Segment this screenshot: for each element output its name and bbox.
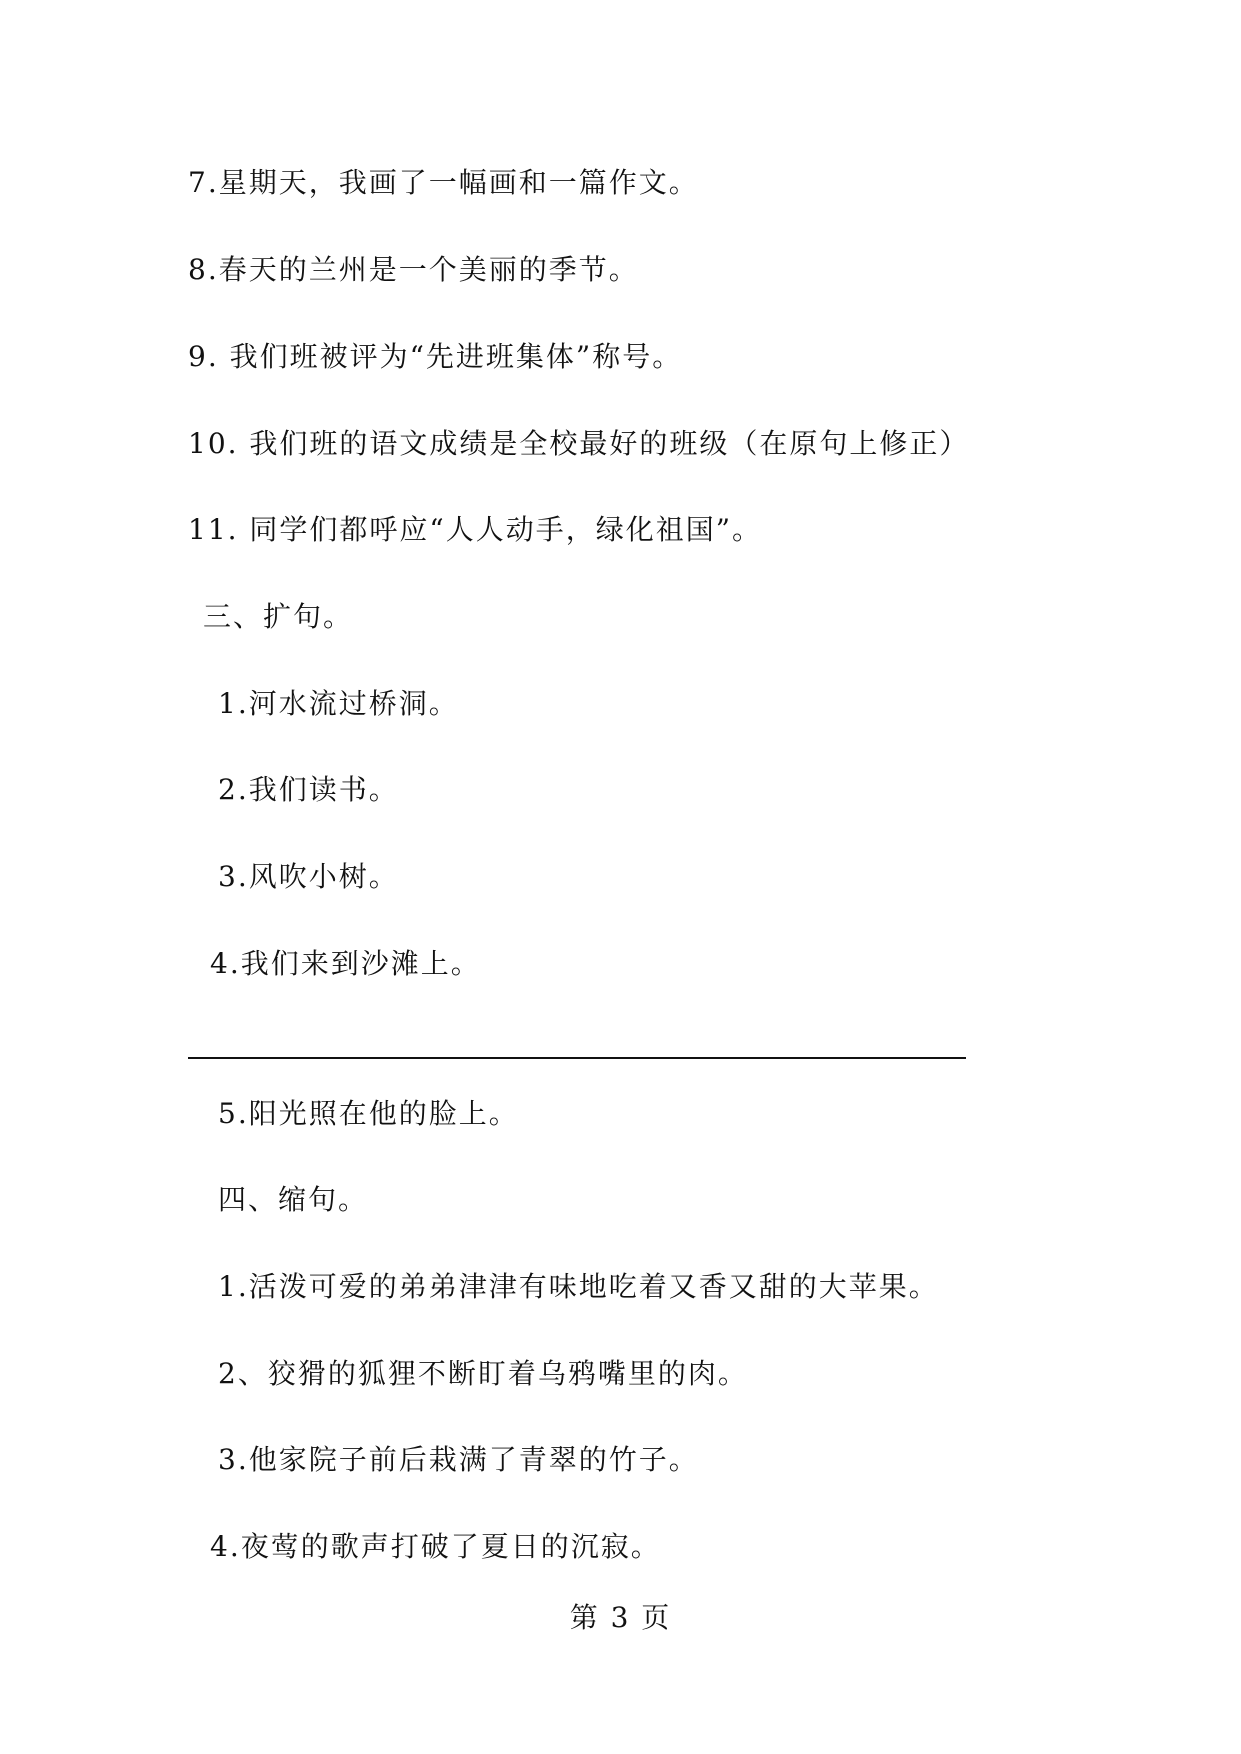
exercise-item-8: 8.春天的兰州是一个美丽的季节。: [188, 253, 639, 286]
expand-item-1: 1.河水流过桥洞。: [218, 687, 459, 720]
expand-item-5: 5.阳光照在他的脸上。: [218, 1097, 519, 1130]
shorten-item-2: 2、狡猾的狐狸不断盯着乌鸦嘴里的肉。: [218, 1357, 748, 1390]
section-heading-shorten: 四、缩句。: [218, 1183, 369, 1216]
expand-item-3: 3.风吹小树。: [218, 860, 399, 893]
shorten-item-1: 1.活泼可爱的弟弟津津有味地吃着又香又甜的大苹果。: [218, 1270, 939, 1303]
section-heading-expand: 三、扩句。: [203, 600, 354, 633]
page-number: 第 3 页: [569, 1601, 672, 1634]
expand-item-4: 4.我们来到沙滩上。: [210, 947, 481, 980]
shorten-item-3: 3.他家院子前后栽满了青翠的竹子。: [218, 1443, 699, 1476]
exercise-item-10: 10. 我们班的语文成绩是全校最好的班级（在原句上修正）: [188, 427, 970, 460]
exercise-item-11: 11. 同学们都呼应“人人动手，绿化祖国”。: [188, 513, 763, 546]
answer-line: [188, 1057, 966, 1059]
exercise-item-9: 9. 我们班被评为“先进班集体”称号。: [188, 340, 683, 373]
shorten-item-4: 4.夜莺的歌声打破了夏日的沉寂。: [210, 1530, 661, 1563]
exercise-item-7: 7.星期天，我画了一幅画和一篇作文。: [188, 166, 699, 199]
expand-item-2: 2.我们读书。: [218, 773, 399, 806]
